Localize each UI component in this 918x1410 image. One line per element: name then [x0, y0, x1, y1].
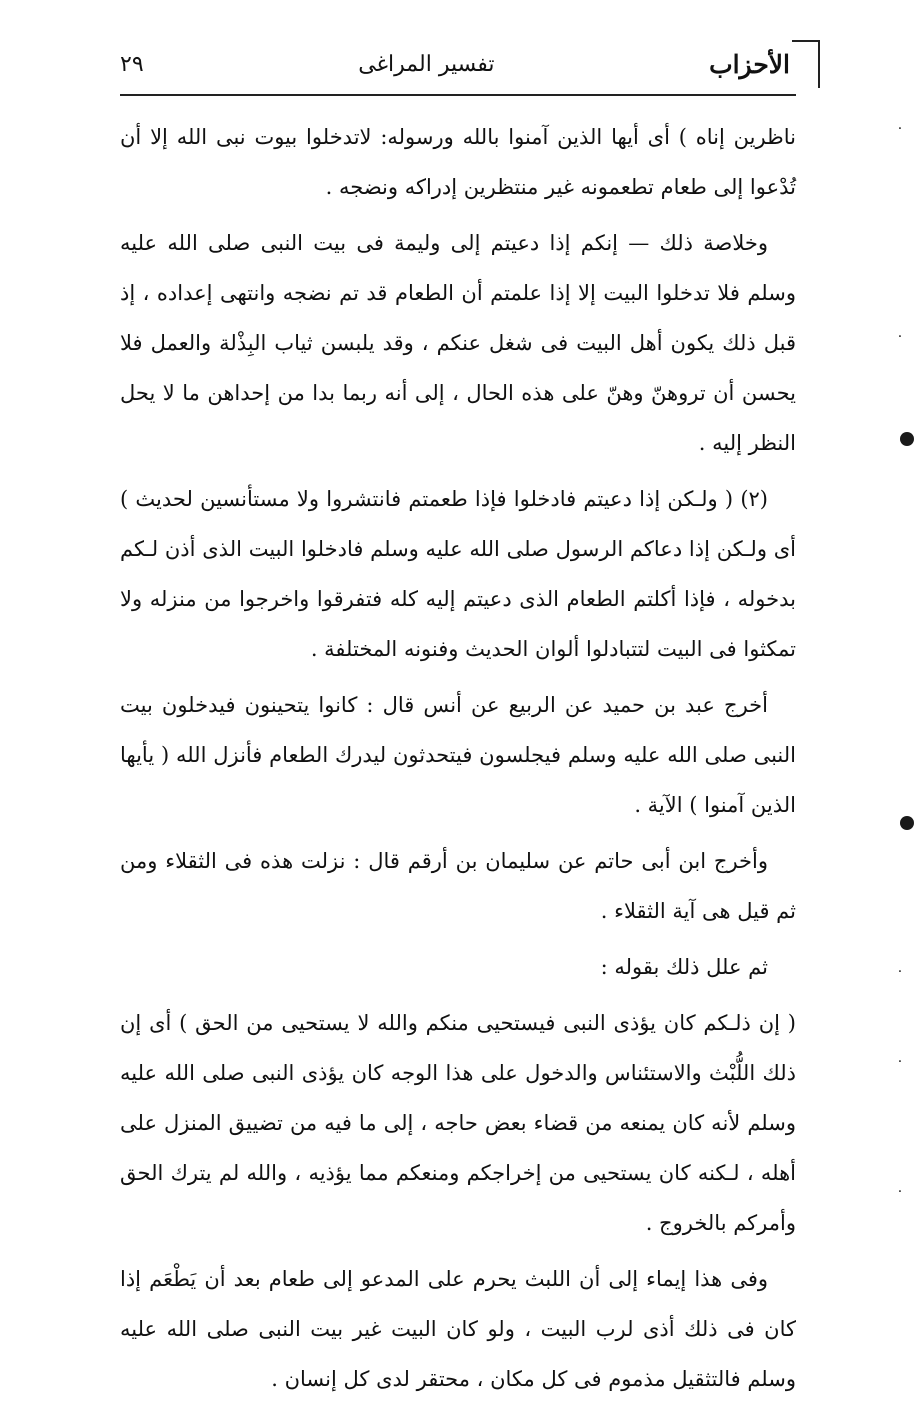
section-name: الأحزاب	[709, 49, 790, 79]
book-title: تفسير المراغى	[358, 51, 495, 77]
section-bracket	[792, 40, 820, 88]
paragraph: ثم علل ذلك بقوله :	[600, 955, 768, 979]
scan-speck: ·	[897, 121, 903, 137]
scan-blot	[900, 816, 914, 830]
paragraph: وخلاصة ذلك — إنكم إذا دعيتم إلى وليمة فى بيت النبى صلى الله عليه وسلم فلا تدخلوا البيت إلا إذا علمتم أن الطعام قد تم نضجه وانتهى إعداده ، إذ قبل ذلك يكون أهل البيت فى شغل عنكم ، وقد يلبسن ثياب البِذْلة والعمل فلا يحسن أن تروهنّ وهنّ على هذه الحال ، إلى أنه ربما بدا من إحداهن ما لا يحل النظر إليه .	[120, 231, 796, 455]
scan-speck: ·	[897, 1184, 903, 1200]
scan-blot	[900, 432, 914, 446]
paragraph: وأخرج ابن أبى حاتم عن سليمان بن أرقم قال : نزلت هذه فى الثقلاء ومن ثم قيل هى آية الثقلاء .	[120, 849, 796, 923]
paragraph: ناظرين إناه ) أى أيها الذين آمنوا بالله ورسوله: لاتدخلوا بيوت نبى الله إلا أن تُدْعوا إلى طعام تطعمونه غير منتظرين إدراكه ونضجه .	[120, 125, 796, 199]
scan-speck: ·	[897, 964, 903, 980]
text-body	[120, 112, 796, 1410]
page-number: ٢٩	[120, 51, 144, 77]
scan-speck: ·	[897, 1054, 903, 1070]
paragraph: ( إن ذلـكم كان يؤذى النبى فيستحيى منكم والله لا يستحيى من الحق ) أى إن ذلك اللُّبْث والاستئناس والدخول على هذا الوجه كان يؤذى النبى صلى الله عليه وسلم لأنه كان يمنعه من قضاء بعض حاجه ، إلى ما فيه من تضييق المنزل على أهله ، لـكنه كان يستحيى من إخراجكم ومنعكم مما يؤذيه ، والله لم يترك الحق وأمركم بالخروج .	[120, 1011, 796, 1235]
scan-speck: ·	[897, 329, 903, 345]
paragraph: (٢) ( ولـكن إذا دعيتم فادخلوا فإذا طعمتم فانتشروا ولا مستأنسين لحديث ) أى ولـكن إذا دعاكم الرسول صلى الله عليه وسلم فادخلوا البيت الذى أذن لـكم بدخوله ، فإذا أكلتم الطعام الذى دعيتم إليه كله فتفرقوا واخرجوا من منزله ولا تمكثوا فى البيت لتتبادلوا ألوان الحديث وفنونه المختلفة .	[120, 487, 796, 661]
paragraph: أخرج عبد بن حميد عن الربيع عن أنس قال : كانوا يتحينون فيدخلون بيت النبى صلى الله عليه وسلم فيجلسون فيتحدثون ليدرك الطعام فأنزل الله ( يأيها الذين آمنوا ) الآية .	[120, 693, 796, 817]
header-rule	[120, 94, 796, 96]
page-header	[120, 38, 790, 90]
paragraph: وفى هذا إيماء إلى أن اللبث يحرم على المدعو إلى طعام بعد أن يَطْعَم إذا كان فى ذلك أذى لرب البيت ، ولو كان البيت غير بيت النبى صلى الله عليه وسلم فالتثقيل مذموم فى كل مكان ، محتقر لدى كل إنسان .	[120, 1267, 796, 1391]
